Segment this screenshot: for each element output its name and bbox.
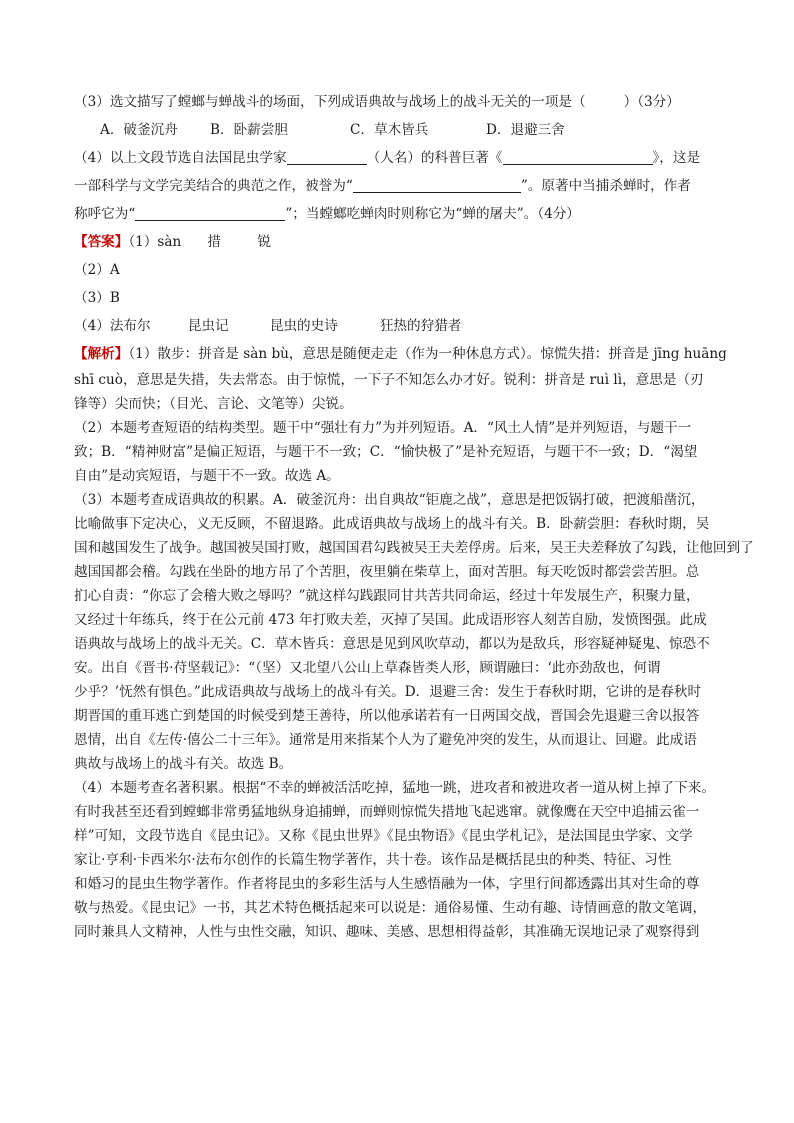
question-4-line-2: [74, 172, 722, 200]
question-4-text-f: 称呼它为“: [74, 206, 136, 222]
answer-line-3: （3）B: [74, 290, 120, 306]
analysis-line: 样”可知，文段节选自《昆虫记》。又称《昆虫世界》《昆虫物语》《昆虫学札记》，是法国昆虫学家、文学: [74, 828, 693, 844]
answer-1-lead: （1）: [128, 234, 158, 250]
analysis-line: 国和越国发生了战争。越国被吴国打败，越国国君勾践被吴王夫差俘虏。后来，吴王夫差释放了勾践，让他回到了: [74, 540, 754, 556]
question-4-line-1: [74, 144, 722, 172]
question-3-stem: [74, 88, 722, 116]
analysis-line: 越国国都会稽。勾践在坐卧的地方吊了个苦胆，夜里躺在柴草上，面对苦胆。每天吃饭时都尝尝苦胆。总: [74, 564, 700, 580]
analysis-line: 致；B．“精神财富”是偏正短语，与题干不一致；C．“愉快极了”是补充短语，与题干不一致；D．“渴望: [74, 444, 698, 460]
analysis-line: 典故与战场上的战斗有关。故选 B。: [74, 756, 293, 772]
author-name-blank[interactable]: [287, 148, 367, 165]
answer-line-4: [74, 312, 722, 340]
analysis-line: 和婚习的昆虫生物学著作。作者将昆虫的多彩生活与人生感悟融为一体，字里行间都透露出其对生命的尊: [74, 876, 700, 892]
question-4-text-c: 》，这是: [652, 150, 701, 166]
option-d: D．退避三舍: [486, 122, 565, 138]
answer-4-item-4: 狂热的狩猎者: [379, 318, 462, 334]
nickname-blank[interactable]: [135, 204, 285, 221]
answer-4-item-2: 昆虫记: [187, 318, 229, 334]
answer-tag: 【答案】: [74, 234, 129, 250]
question-4-text-b: （人名）的科普巨著《: [366, 150, 503, 166]
question-4-text-a: （4）以上文段节选自法国昆虫学家: [74, 150, 287, 166]
book-title-blank[interactable]: [503, 148, 653, 165]
analysis-line: 扪心自责：“你忘了会稽大败之辱吗？”就这样勾践跟同甘共苦共同命运，经过十年发展生产，积聚力量，: [74, 588, 700, 604]
option-a: A．破釜沉舟: [100, 122, 178, 138]
question-3-options: [74, 116, 722, 144]
answer-1-item-3: 锐: [257, 234, 272, 250]
analysis-line: （3）本题考查成语典故的积累。A．破釜沉舟：出自典故“钜鹿之战”，意思是把饭锅打破，把渡船凿沉，: [74, 492, 705, 508]
question-3-stem-end: ）（3分）: [623, 94, 680, 110]
analysis-line: 期晋国的重耳逃亡到楚国的时候受到楚王善待，所以他承诺若有一日两国交战，晋国会先退避三舍以报答: [74, 708, 700, 724]
analysis-line: （2）本题考查短语的结构类型。题干中“强壮有力”为并列短语。A．“风土人情”是并列短语，与题干一: [74, 420, 692, 436]
analysis-line: 有时我甚至还看到螳螂非常勇猛地纵身追捕蝉，而蝉则惊慌失措地飞起逃窜。就像鹰在天空中追捕云雀一: [74, 804, 700, 820]
answer-4-lead: （4）: [74, 318, 110, 334]
answer-line-1: [74, 228, 722, 256]
analysis-line: 同时兼具人文精神，人性与虫性交融，知识、趣味、美感、思想相得益彰，其准确无误地记录了观察得到: [74, 924, 700, 940]
answer-1-item-1: sàn: [157, 234, 182, 250]
analysis-line: 恩情，出自《左传·僖公二十三年》。通常是用来指某个人为了避免冲突的发生，从而退让、回避。此成语: [74, 732, 697, 748]
analysis-line: shī cuò，意思是失措，失去常态。由于惊慌，一下子不知怎么办才好。锐利：拼音是 ruì lì，意思是（刃: [74, 372, 704, 388]
answer-4-item-3: 昆虫的史诗: [269, 318, 338, 334]
praise-title-blank[interactable]: [353, 176, 521, 193]
question-4-text-g: ”；当螳螂吃蝉肉时则称它为“蝉的屠夫”。（4分）: [285, 206, 580, 222]
answer-1-item-2: 措: [207, 234, 222, 250]
option-c: C．草木皆兵: [350, 122, 429, 138]
analysis-line: （4）本题考查名著积累。根据“不幸的蝉被活活吃掉，猛地一跳，进攻者和被进攻者一道从树上掉了下来。: [74, 780, 715, 796]
option-b: B．卧薪尝胆: [210, 122, 288, 138]
answer-4-item-1: 法布尔: [109, 318, 151, 334]
analysis-line-1: [74, 340, 727, 368]
analysis-line: 安。出自《晋书·苻坚载记》：“（坚）又北望八公山上草森皆类人形，顾谓融曰：‘此亦劲敌也，何谓: [74, 660, 661, 676]
analysis-line: 又经过十年练兵，终于在公元前 473 年打败夫差，灭掉了吴国。此成语形容人刻苦自励，发愤图强。此成: [74, 612, 707, 628]
answer-line-2: （2）A: [74, 262, 120, 278]
analysis-line: 比喻做事下定决心，义无反顾，不留退路。此成语典故与战场上的战斗有关。B．卧薪尝胆：春秋时期，吴: [74, 516, 710, 532]
analysis-text: （1）散步：拼音是 sàn bù，意思是随便走走（作为一种休息方式）。惊慌失措：拼音是 jīng huāng: [128, 346, 727, 362]
analysis-tag: 【解析】: [74, 346, 129, 362]
analysis-line: 语典故与战场上的战斗无关。C．草木皆兵：意思是见到风吹草动，都以为是敌兵，形容疑神疑鬼、惊恐不: [74, 636, 710, 652]
question-4-text-e: ”。原著中当捕杀蝉时，作者: [520, 178, 691, 194]
analysis-line: 家让·亨利·卡西米尔·法布尔创作的长篇生物学著作，共十卷。该作品是概括昆虫的种类、特征、习性: [74, 852, 672, 868]
analysis-line: 敬与热爱。《昆虫记》一书，其艺术特色概括起来可以说是：通俗易懂、生动有趣、诗情画意的散文笔调，: [74, 900, 707, 916]
question-4-line-3: [74, 200, 722, 228]
analysis-line: 少乎？’怃然有惧色。”此成语典故与战场上的战斗有关。D．退避三舍：发生于春秋时期，它讲的是春秋时: [74, 684, 702, 700]
analysis-line: 锋等）尖而快；（目光、言论、文笔等）尖锐。: [74, 396, 353, 412]
question-3-stem-text: （3）选文描写了螳螂与蝉战斗的场面，下列成语典故与战场上的战斗无关的一项是（: [74, 94, 586, 110]
analysis-line: 自由”是动宾短语，与题干不一致。故选 A。: [74, 468, 340, 484]
document-page: [74, 88, 754, 944]
question-4-text-d: 一部科学与文学完美结合的典范之作，被誉为“: [74, 178, 353, 194]
